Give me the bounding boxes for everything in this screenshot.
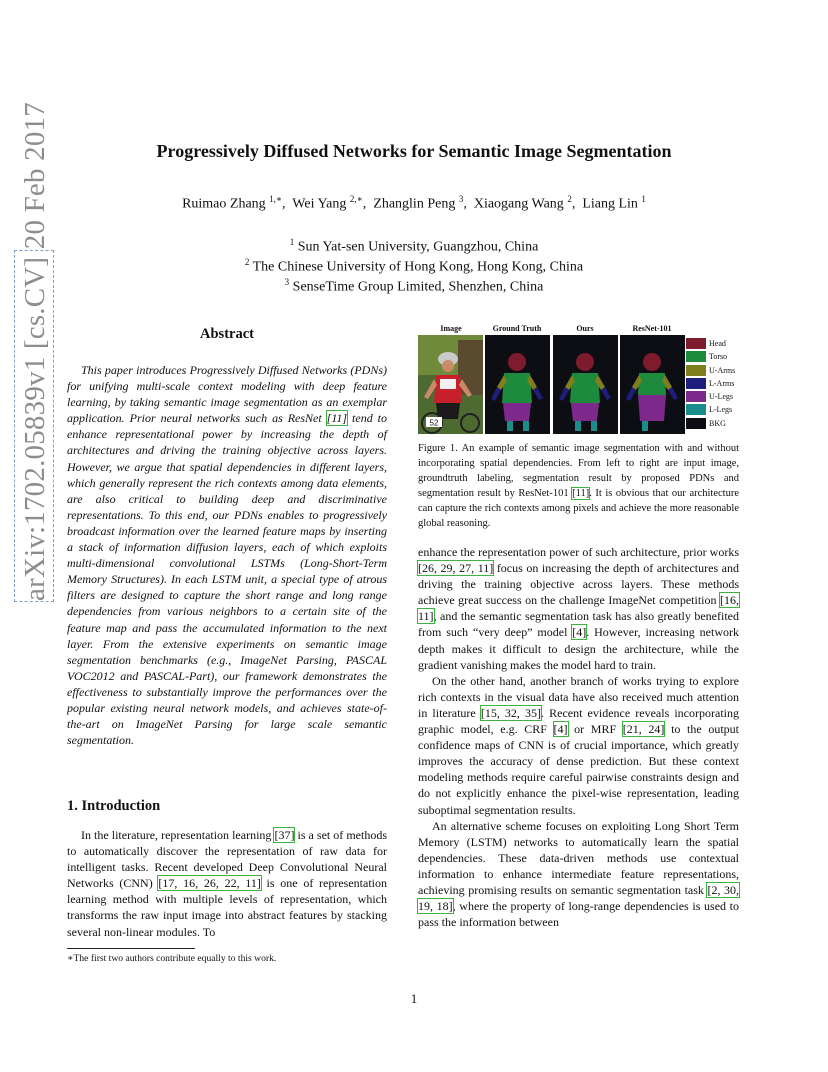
author-mark: 2,∗ (349, 194, 363, 204)
legend-label: L-Arms (709, 378, 735, 388)
citation-link[interactable]: [16, 11] (418, 593, 739, 624)
caption-paragraph (418, 442, 739, 531)
legend-swatch (686, 378, 706, 389)
citation-link[interactable]: [26, 29, 27, 11] (418, 561, 494, 576)
cyclist-photo (418, 335, 483, 434)
legend-swatch (686, 365, 706, 376)
legend-label: BKG (709, 418, 726, 428)
affiliation-text: The Chinese University of Hong Kong, Hong Kong, China (252, 259, 584, 275)
body-text: . Recent evidence reveals incorporating graphic model, e.g. CRF (418, 705, 739, 737)
legend-swatch (686, 351, 706, 362)
citation-link[interactable]: [21, 24] (622, 722, 665, 737)
body-text: enhance the representation power of such architecture, prior works (418, 545, 739, 559)
bib-number: 52 (429, 418, 439, 428)
body-text: , and the semantic segmentation task has also greatly benefited from such “very deep” model (418, 609, 739, 640)
citation-link[interactable]: [17, 16, 26, 22, 11] (158, 876, 261, 891)
citation-link[interactable]: [11] (326, 411, 348, 426)
citation-link[interactable]: [11] (572, 487, 590, 499)
affiliation-text: SenseTime Group Limited, Shenzhen, China (292, 279, 544, 295)
author-mark: 2 (567, 194, 572, 204)
intro-body (67, 827, 387, 940)
citation-link[interactable]: [37] (274, 828, 295, 842)
legend-swatch (686, 404, 706, 415)
legend-label: Torso (709, 352, 728, 362)
resnet-mask (620, 335, 685, 434)
resnet-result-panel (620, 335, 685, 434)
footnote: ∗The first two authors contribute equally to this work. (67, 953, 277, 964)
body-text: to the output confidence maps of CNN is of crucial importance, which greatly improves the accuracy of dense prediction. But these context modeling methods require careful pairwise constraints design and do not explicitly enhance the pixel-wise representation, leading suboptimal segmentation results. (418, 722, 740, 817)
legend-label: Head (709, 339, 726, 348)
caption-text: Figure 1. An example of semantic image segmentation with and without incorporating spatial dependencies. From left to right are input image, groundtruth labeling, segmentation result by proposed PDNs and segmentation result by ResNet-101 (418, 443, 739, 499)
body-text: , where the property of long-range dependencies is used to pass the information between (418, 899, 739, 930)
footnote-rule (67, 948, 195, 949)
author-name: Liang Lin (582, 196, 638, 212)
body-text: In the literature, representation learning (81, 828, 275, 842)
page-number: 1 (410, 991, 418, 1006)
figure-caption (418, 442, 739, 531)
figure-column-header: Ground Truth (492, 324, 542, 333)
author-name: Zhanglin Peng (373, 196, 456, 212)
body-text: focus on increasing the depth of architectures and driving the training objective across layers. These methods achieve great success on the challenge ImageNet competition (418, 561, 740, 608)
paper-title: Progressively Diffused Networks for Semantic Image Segmentation (156, 141, 672, 161)
abstract-body (67, 362, 387, 748)
legend-label: U-Arms (709, 365, 736, 375)
figure-column-header: ResNet-101 (632, 324, 672, 333)
citation-link[interactable]: [4] (572, 625, 587, 640)
abstract-text: tend to enhance representational power by increasing the depth of architectures and driving the training objective across layers. However, we argue that spatial dependencies in different layers, which generally represent the rich contexts among data elements, are also critical to building deep and discriminative representations. To this end, our PDNs enables to progressively broadcast information over the learned feature maps by inserting a stack of information diffusion layers, each of which exploits multi-dimensional convolutional LSTMs (Long-Short-Term Memory Structures). In each LSTM unit, a special type of atrous filters are designed to capture the short range and long range dependencies from various neighbors to a certain site of the feature map and pass the accumulated information to the next layer. From the extensive experiments on semantic image segmentation benchmarks (e.g., ImageNet Parsing, PASCAL VOC2012 and PASCAL-Part), our framework demonstrates the effectiveness to substantially improve the performances over the popular existing neural network models, and achieves state-of-the-art on ImageNet Parsing for large scale semantic segmentation. (67, 411, 388, 748)
body-text: An alternative scheme focuses on exploiting Long Short Term Memory (LSTM) networks to automatically learn the spatial dependencies. These data-driven methods use contextual information to enhance intermediate feature representations, achieving promising results on semantic segmentation task (418, 818, 739, 897)
citation-link[interactable]: [15, 32, 35] (480, 705, 542, 720)
affiliation-text: Sun Yat-sen University, Guangzhou, China (297, 239, 539, 255)
arxiv-stamp (14, 102, 54, 602)
affiliation (0, 272, 828, 298)
body-text: . However, increasing network depth makes it difficult to design the architecture, while the gradient vanishing makes the model hard to train. (418, 625, 739, 672)
ours-result-panel (553, 335, 618, 434)
body-paragraph (418, 544, 739, 673)
legend-swatch (686, 338, 706, 349)
legend-swatch (686, 391, 706, 402)
body-text: is a set of methods to automatically discover the representation of raw data for intelligent tasks. Recent developed Deep Convolutional Neural Networks (CNN) (67, 828, 388, 891)
abstract-paragraph (67, 362, 387, 748)
citation-link[interactable]: [2, 30, 19, 18] (418, 882, 739, 914)
abstract-heading: Abstract (200, 326, 254, 342)
affiliation-mark: 2 (244, 257, 250, 267)
input-image-panel (418, 335, 483, 434)
author-mark: 1,∗ (269, 194, 283, 204)
body-paragraph (418, 818, 739, 931)
figure-column-header: Ours (576, 324, 594, 333)
legend-label: L-Legs (709, 405, 733, 415)
abstract-text: This paper introduces Progressively Diffused Networks (PDNs) for unifying multi-scale context modeling with deep feature learning, by taking semantic image segmentation as an exemplar application. Prior neural networks such as ResNet (67, 363, 387, 426)
author-list: Ruimao Zhang $^{1,∗}$, Wei Yang $^{2,∗}$, Zhanglin Peng $^3$, Xiaogang Wang $^2$, Liang Lin $^1$ (182, 194, 646, 212)
body-paragraph (418, 673, 739, 818)
author-name: Wei Yang (292, 196, 347, 212)
affiliation-mark: 1 (289, 237, 295, 247)
author-name: Xiaogang Wang (473, 196, 564, 212)
ground-truth-mask (485, 335, 550, 434)
author-mark: 1 (641, 194, 646, 204)
ground-truth-panel (485, 335, 550, 434)
legend-label: U-Legs (709, 392, 733, 402)
legend-swatch (686, 418, 706, 429)
affiliation-mark: 3 (284, 277, 290, 287)
author-name: Ruimao Zhang (182, 196, 266, 212)
figure-1 (418, 324, 739, 439)
ours-mask (553, 335, 618, 434)
author-mark: 3 (458, 194, 464, 204)
citation-link[interactable]: [4] (553, 722, 568, 737)
arxiv-id: arXiv:1702.05839v1 [cs.CV] 20 Feb 2017 (14, 250, 54, 602)
body-text: On the other hand, another branch of works trying to explore rich contexts in the visual data have also received much attention in literature (418, 673, 739, 720)
figure-column-header: Image (440, 324, 462, 333)
right-column-body (418, 544, 739, 930)
intro-paragraph (67, 827, 387, 940)
body-text: is one of representation learning method with multiple levels of representation, which transforms the raw input image into abstract features by stacking several non-linear modules. To (67, 876, 388, 939)
caption-text: . It is obvious that our architecture can capture the rich contexts among pixels and achieve the more reasonable global reasoning. (418, 487, 739, 529)
section-heading: 1. Introduction (67, 798, 161, 814)
body-text: or MRF (567, 722, 623, 737)
